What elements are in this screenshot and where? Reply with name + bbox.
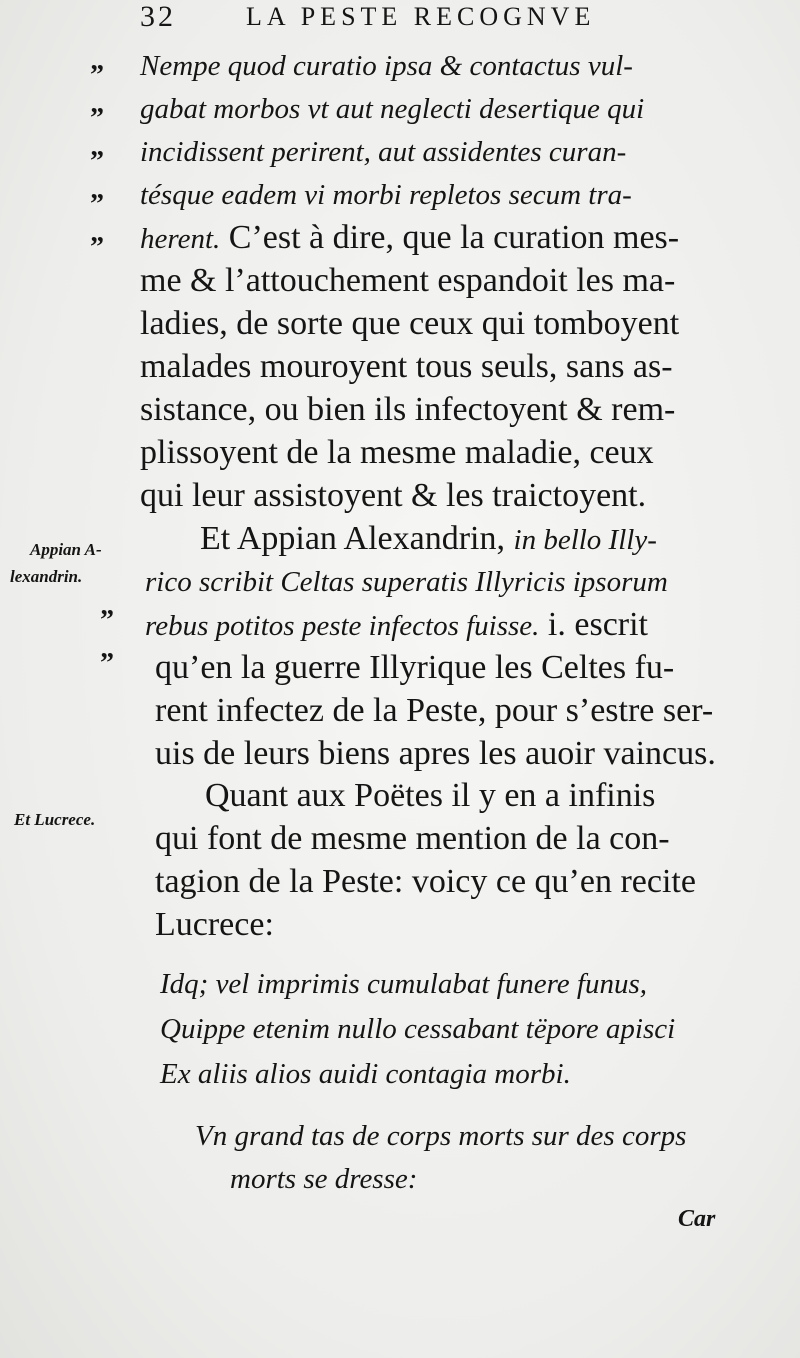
margin-note-appian: Appian A- [30, 540, 102, 559]
margin-note-lucrece: Et Lucrece. [14, 810, 96, 829]
catchword: Car [678, 1206, 716, 1232]
text-line: Lucrece: [155, 906, 274, 943]
verse-line: Vn grand tas de corps morts sur des corps [195, 1120, 687, 1152]
text-line: Nempe quod curatio ipsa & contactus vul- [140, 50, 633, 82]
verse-line: Idq; vel imprimis cumulabat funere funus, [160, 968, 648, 1000]
text-line: malades mouroyent tous seuls, sans as- [140, 348, 673, 385]
latin-fragment: rebus potitos peste infectos fuisse. [145, 610, 540, 642]
text-line: rent infectez de la Peste, pour s’estre ser- [155, 692, 714, 729]
running-title: LA PESTE RECOGNVE [246, 2, 596, 31]
text-line: rico scribit Celtas superatis Illyricis ipsorum [145, 566, 668, 598]
text-line: Quant aux Poëtes il y en a infinis [205, 777, 656, 814]
text-line: gabat morbos vt aut neglecti desertique qui [140, 93, 645, 125]
text-line: qui leur assistoyent & les traictoyent. [140, 477, 647, 514]
quote-mark: ” [90, 146, 104, 177]
text-line: sistance, ou bien ils infectoyent & rem- [140, 391, 676, 428]
verse-line: Ex aliis alios auidi contagia morbi. [160, 1058, 571, 1090]
margin-note-appian: lexandrin. [10, 567, 83, 586]
french-fragment: C’est à dire, que la curation mes- [220, 219, 680, 256]
text-line [145, 604, 648, 647]
quote-mark: ” [90, 232, 104, 263]
verse-line: morts se dresse: [230, 1163, 418, 1195]
quote-mark: ” [100, 605, 114, 636]
text-line [140, 217, 679, 260]
text-line: uis de leurs biens apres les auoir vaincus. [155, 735, 716, 772]
text-line: qui font de mesme mention de la con- [155, 820, 670, 857]
latin-fragment: herent. [140, 223, 221, 255]
text-line: plissoyent de la mesme maladie, ceux [140, 434, 654, 471]
quote-mark: ” [100, 648, 114, 679]
quote-mark: ” [90, 189, 104, 220]
text-line [200, 518, 657, 561]
quote-mark: ” [90, 103, 104, 134]
text-line: tésque eadem vi morbi repletos secum tra- [140, 179, 632, 211]
text-line: ladies, de sorte que ceux qui tomboyent [140, 305, 680, 342]
french-fragment: i. escrit [539, 606, 648, 643]
text-line: qu’en la guerre Illyrique les Celtes fu- [155, 649, 675, 686]
verse-line: Quippe etenim nullo cessabant tëpore apisci [160, 1013, 676, 1045]
text-line: tagion de la Peste: voicy ce qu’en recite [155, 863, 696, 900]
quote-mark: ” [90, 60, 104, 91]
page-header [140, 0, 660, 40]
text-line: me & l’attouchement espandoit les ma- [140, 262, 676, 299]
text-line: incidissent perirent, aut assidentes curan- [140, 136, 627, 168]
french-fragment: Et Appian Alexandrin, [200, 520, 514, 557]
page-number: 32 [140, 0, 176, 33]
latin-fragment: in bello Illy- [513, 524, 657, 556]
